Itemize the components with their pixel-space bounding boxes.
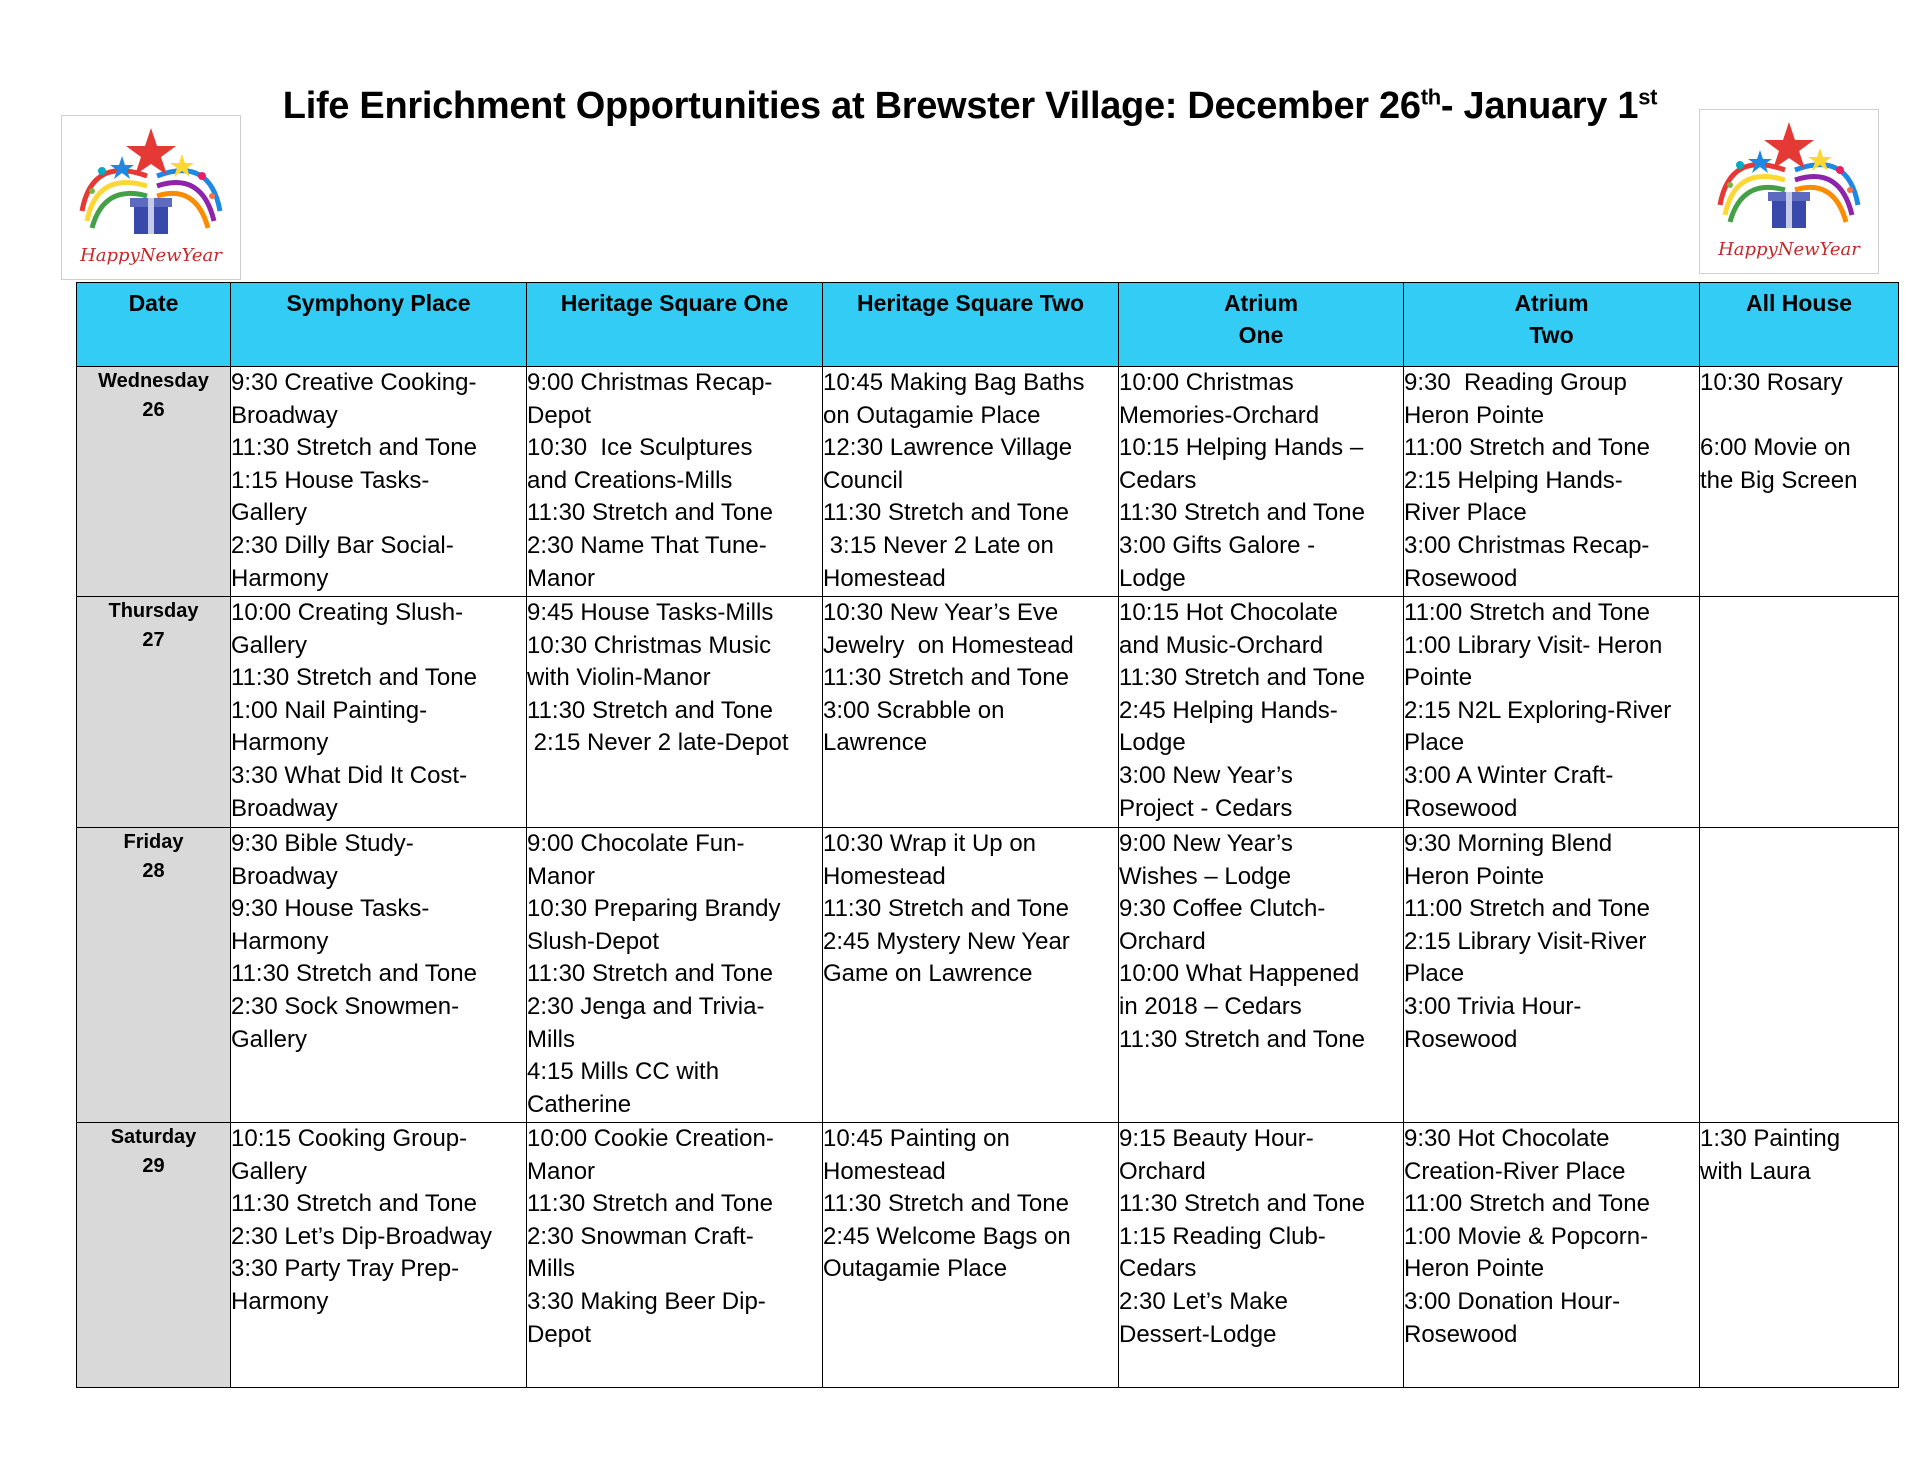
activity-line: Heron Pointe	[1404, 1255, 1545, 1283]
day-number: 27	[142, 629, 165, 651]
activity-line: 2:15 Never 2 late-Depot	[527, 729, 789, 757]
activity-line: 9:30 Bible Study-	[231, 830, 414, 857]
activity-line: Wishes – Lodge	[1119, 862, 1292, 890]
atrium-two-cell	[1404, 1123, 1700, 1388]
activity-line: 12:30 Lawrence Village	[823, 434, 1073, 462]
svg-text:HappyNewYear: HappyNewYear	[1718, 239, 1860, 260]
activity-line: 10:15 Cooking Group-	[231, 1125, 468, 1152]
activity-line: in 2018 – Cedars	[1119, 992, 1302, 1020]
all-house-cell	[1700, 1123, 1899, 1388]
activity-line: Jewelry on Homestead	[823, 631, 1074, 659]
date-cell	[77, 1123, 231, 1388]
activity-line: Orchard	[1119, 927, 1206, 955]
day-name: Saturday	[110, 1126, 197, 1148]
activity-line: 11:30 Stretch and Tone	[823, 1190, 1069, 1218]
happy-new-year-logo-right	[1700, 110, 1878, 273]
activity-line: Lodge	[1119, 729, 1186, 757]
activity-line: the Big Screen	[1700, 466, 1858, 494]
activity-line: 11:30 Stretch and Tone	[1119, 1190, 1365, 1218]
activity-line: 10:00 Christmas	[1119, 369, 1294, 396]
symphony-place-cell	[231, 367, 527, 597]
activity-line: Cedars	[1119, 466, 1197, 494]
activity-line: Depot	[527, 1320, 592, 1348]
activity-line: Mills	[527, 1255, 575, 1283]
activity-line: Gallery	[231, 1157, 308, 1185]
activity-line: 3:00 A Winter Craft-	[1404, 761, 1614, 789]
activity-line: 1:00 Movie & Popcorn-	[1404, 1222, 1649, 1250]
activity-line: 3:00 Christmas Recap-	[1404, 531, 1650, 559]
svg-text:HappyNewYear: HappyNewYear	[80, 245, 222, 266]
symphony-place-header: Symphony Place	[231, 283, 527, 367]
activity-line: 11:30 Stretch and Tone	[1119, 664, 1365, 692]
activity-line: Depot	[527, 401, 592, 429]
activity-line: 1:00 Nail Painting-	[231, 696, 428, 724]
activity-line: 9:30 Morning Blend	[1404, 830, 1613, 857]
activity-line: Place	[1404, 960, 1465, 988]
activity-line: Memories-Orchard	[1119, 401, 1320, 429]
activity-line: Heron Pointe	[1404, 862, 1545, 890]
heritage-square-two-cell	[823, 1123, 1119, 1388]
atrium-one-cell	[1119, 1123, 1404, 1388]
fireworks-gift-icon	[1700, 110, 1878, 273]
heritage-square-one-cell	[527, 828, 823, 1123]
activity-line: Orchard	[1119, 1157, 1206, 1185]
day-number: 28	[142, 860, 165, 882]
all-house-cell	[1700, 828, 1899, 1123]
activity-line: 3:00 Gifts Galore -	[1119, 531, 1316, 559]
activity-line: 11:00 Stretch and Tone	[1404, 895, 1650, 923]
activity-line: and Creations-Mills	[527, 466, 733, 494]
activity-line: Gallery	[231, 499, 308, 527]
activity-line: 11:30 Stretch and Tone	[527, 499, 773, 527]
activity-line: with Laura	[1700, 1157, 1811, 1185]
atrium-one-cell	[1119, 597, 1404, 828]
day-number: 26	[142, 399, 165, 421]
heritage-square-two-cell	[823, 367, 1119, 597]
activity-line: 3:30 Making Beer Dip-	[527, 1287, 766, 1315]
atrium-two-cell	[1404, 367, 1700, 597]
activity-line: 2:45 Welcome Bags on	[823, 1222, 1071, 1250]
activity-line: 2:30 Snowman Craft-	[527, 1222, 754, 1250]
fireworks-gift-icon	[62, 116, 240, 279]
activity-line: Catherine	[527, 1090, 632, 1118]
schedule-row	[77, 597, 1899, 828]
activity-line: 11:30 Stretch and Tone	[231, 960, 477, 988]
activity-line: 10:30 Preparing Brandy	[527, 895, 781, 923]
activity-line: Gallery	[231, 631, 308, 659]
activity-line: 3:00 New Year’s	[1119, 761, 1293, 789]
symphony-place-cell	[231, 828, 527, 1123]
schedule-row	[77, 828, 1899, 1123]
heritage-square-two-cell	[823, 828, 1119, 1123]
activity-line: 9:30 House Tasks-	[231, 895, 430, 923]
activity-line: 2:30 Let’s Make	[1119, 1287, 1288, 1315]
atrium-one-header: Atrium One	[1119, 283, 1404, 367]
activity-line: 11:30 Stretch and Tone	[527, 1190, 773, 1218]
activity-line: 2:30 Sock Snowmen-	[231, 992, 460, 1020]
activity-line: Cedars	[1119, 1255, 1197, 1283]
activity-line: Creation-River Place	[1404, 1157, 1626, 1185]
activity-line: 11:30 Stretch and Tone	[527, 696, 773, 724]
activity-line: Lawrence	[823, 729, 928, 757]
activity-line: 11:30 Stretch and Tone	[823, 664, 1069, 692]
atrium-one-cell	[1119, 367, 1404, 597]
activity-line: 11:00 Stretch and Tone	[1404, 434, 1650, 462]
activity-line: with Violin-Manor	[527, 664, 711, 692]
date-cell	[77, 367, 231, 597]
activity-line: Harmony	[231, 564, 329, 592]
activity-line: Outagamie Place	[823, 1255, 1008, 1283]
activity-line: Broadway	[231, 401, 338, 429]
day-name: Friday	[123, 831, 184, 853]
heritage-square-one-cell	[527, 1123, 823, 1388]
activity-line: 2:45 Mystery New Year	[823, 927, 1070, 955]
activity-line: Harmony	[231, 927, 329, 955]
date-header: Date	[77, 283, 231, 367]
date-cell	[77, 828, 231, 1123]
activity-line: 10:00 Cookie Creation-	[527, 1125, 774, 1152]
activity-line: 11:30 Stretch and Tone	[231, 1190, 477, 1218]
activity-line: 3:30 What Did It Cost-	[231, 761, 468, 789]
activity-line: 3:00 Scrabble on	[823, 696, 1005, 724]
activity-line: on Outagamie Place	[823, 401, 1041, 429]
activity-line: Game on Lawrence	[823, 960, 1033, 988]
activity-line: 11:30 Stretch and Tone	[1119, 1025, 1365, 1053]
activity-line: 2:15 Library Visit-River	[1404, 927, 1647, 955]
activity-line: Rosewood	[1404, 794, 1518, 822]
activity-line: 6:00 Movie on	[1700, 434, 1851, 462]
activity-line: 1:15 House Tasks-	[231, 466, 430, 494]
activity-line: 2:30 Jenga and Trivia-	[527, 992, 765, 1020]
header-row	[77, 283, 1899, 367]
activity-line: 11:30 Stretch and Tone	[231, 434, 477, 462]
activity-line: 3:00 Trivia Hour-	[1404, 992, 1582, 1020]
activity-line: 11:30 Stretch and Tone	[231, 664, 477, 692]
activity-line: 2:30 Dilly Bar Social-	[231, 531, 454, 559]
activity-line: 9:00 New Year’s	[1119, 830, 1293, 857]
activity-line: 10:15 Hot Chocolate	[1119, 599, 1338, 626]
activity-line: 10:45 Painting on	[823, 1125, 1010, 1152]
activity-line: Broadway	[231, 794, 338, 822]
activity-line: Lodge	[1119, 564, 1186, 592]
date-cell	[77, 597, 231, 828]
activity-line: 11:30 Stretch and Tone	[1119, 499, 1365, 527]
activity-line: 10:00 What Happened	[1119, 960, 1360, 988]
heritage-square-one-header: Heritage Square One	[527, 283, 823, 367]
activity-line: River Place	[1404, 499, 1527, 527]
activity-line: Harmony	[231, 729, 329, 757]
symphony-place-cell	[231, 1123, 527, 1388]
schedule-table	[76, 282, 1899, 1388]
activity-line: Rosewood	[1404, 1320, 1518, 1348]
schedule-row	[77, 367, 1899, 597]
activity-line: Manor	[527, 862, 596, 890]
activity-line: 10:30 Christmas Music	[527, 631, 772, 659]
activity-line: Manor	[527, 564, 596, 592]
activity-line: Slush-Depot	[527, 927, 660, 955]
activity-line: 11:30 Stretch and Tone	[527, 960, 773, 988]
activity-line: Rosewood	[1404, 1025, 1518, 1053]
activity-line: 2:45 Helping Hands-	[1119, 696, 1338, 724]
activity-line: 9:30 Coffee Clutch-	[1119, 895, 1326, 923]
activity-line: 10:30 Wrap it Up on	[823, 830, 1037, 857]
activity-line: 1:30 Painting	[1700, 1125, 1841, 1152]
activity-line: 2:30 Name That Tune-	[527, 531, 767, 559]
heritage-square-one-cell	[527, 597, 823, 828]
day-name: Wednesday	[98, 370, 209, 392]
activity-line: Place	[1404, 729, 1465, 757]
activity-line: 10:00 Creating Slush-	[231, 599, 464, 626]
heritage-square-two-cell	[823, 597, 1119, 828]
activity-line: Harmony	[231, 1287, 329, 1315]
activity-line: Mills	[527, 1025, 575, 1053]
activity-line: Gallery	[231, 1025, 308, 1053]
activity-line: Manor	[527, 1157, 596, 1185]
activity-line	[1700, 400, 1898, 433]
all-house-cell	[1700, 597, 1899, 828]
heritage-square-two-header: Heritage Square Two	[823, 283, 1119, 367]
activity-line: 4:15 Mills CC with	[527, 1058, 720, 1086]
atrium-two-cell	[1404, 828, 1700, 1123]
atrium-two-header: Atrium Two	[1404, 283, 1700, 367]
activity-line: Heron Pointe	[1404, 401, 1545, 429]
activity-line: 3:00 Donation Hour-	[1404, 1287, 1621, 1315]
day-name: Thursday	[108, 600, 199, 622]
activity-line: 9:15 Beauty Hour-	[1119, 1125, 1314, 1152]
activity-line: 3:30 Party Tray Prep-	[231, 1255, 460, 1283]
activity-line: 11:00 Stretch and Tone	[1404, 1190, 1650, 1218]
activity-line: 9:00 Christmas Recap-	[527, 369, 773, 396]
activity-line: Dessert-Lodge	[1119, 1320, 1277, 1348]
activity-line: 11:30 Stretch and Tone	[823, 499, 1069, 527]
activity-line: 10:45 Making Bag Baths	[823, 369, 1085, 396]
activity-line: 10:30 Rosary	[1700, 369, 1843, 396]
day-number: 29	[142, 1155, 165, 1177]
activity-line: Council	[823, 466, 904, 494]
happy-new-year-logo-left	[62, 116, 240, 279]
all-house-cell	[1700, 367, 1899, 597]
activity-line: Homestead	[823, 564, 946, 592]
activity-line: Homestead	[823, 1157, 946, 1185]
symphony-place-cell	[231, 597, 527, 828]
activity-line: Homestead	[823, 862, 946, 890]
activity-line: 10:30 Ice Sculptures	[527, 434, 753, 462]
activity-line: Rosewood	[1404, 564, 1518, 592]
activity-line: 2:15 Helping Hands-	[1404, 466, 1623, 494]
activity-line: 9:30 Reading Group	[1404, 369, 1627, 396]
activity-line: Pointe	[1404, 664, 1473, 692]
activity-line: 10:15 Helping Hands –	[1119, 434, 1364, 462]
activity-line: 1:00 Library Visit- Heron	[1404, 631, 1663, 659]
activity-line: 10:30 New Year’s Eve	[823, 599, 1059, 626]
all-house-header: All House	[1700, 283, 1899, 367]
activity-line: 2:30 Let’s Dip-Broadway	[231, 1222, 493, 1250]
activity-line: 1:15 Reading Club-	[1119, 1222, 1326, 1250]
page-title: Life Enrichment Opportunities at Brewster Village: December 26th- January 1st	[282, 84, 1658, 127]
activity-line: 9:30 Hot Chocolate	[1404, 1125, 1610, 1152]
activity-line: 9:00 Chocolate Fun-	[527, 830, 745, 857]
activity-line: 9:30 Creative Cooking-	[231, 369, 477, 396]
schedule-row	[77, 1123, 1899, 1388]
activity-line: Broadway	[231, 862, 338, 890]
activity-line: 2:15 N2L Exploring-River	[1404, 696, 1672, 724]
activity-line: 11:00 Stretch and Tone	[1404, 599, 1650, 626]
activity-line: 3:15 Never 2 Late on	[823, 531, 1054, 559]
atrium-one-cell	[1119, 828, 1404, 1123]
atrium-two-cell	[1404, 597, 1700, 828]
activity-line: 11:30 Stretch and Tone	[823, 895, 1069, 923]
activity-line: Project - Cedars	[1119, 794, 1293, 822]
heritage-square-one-cell	[527, 367, 823, 597]
activity-line: 9:45 House Tasks-Mills	[527, 599, 774, 626]
activity-line: and Music-Orchard	[1119, 631, 1324, 659]
